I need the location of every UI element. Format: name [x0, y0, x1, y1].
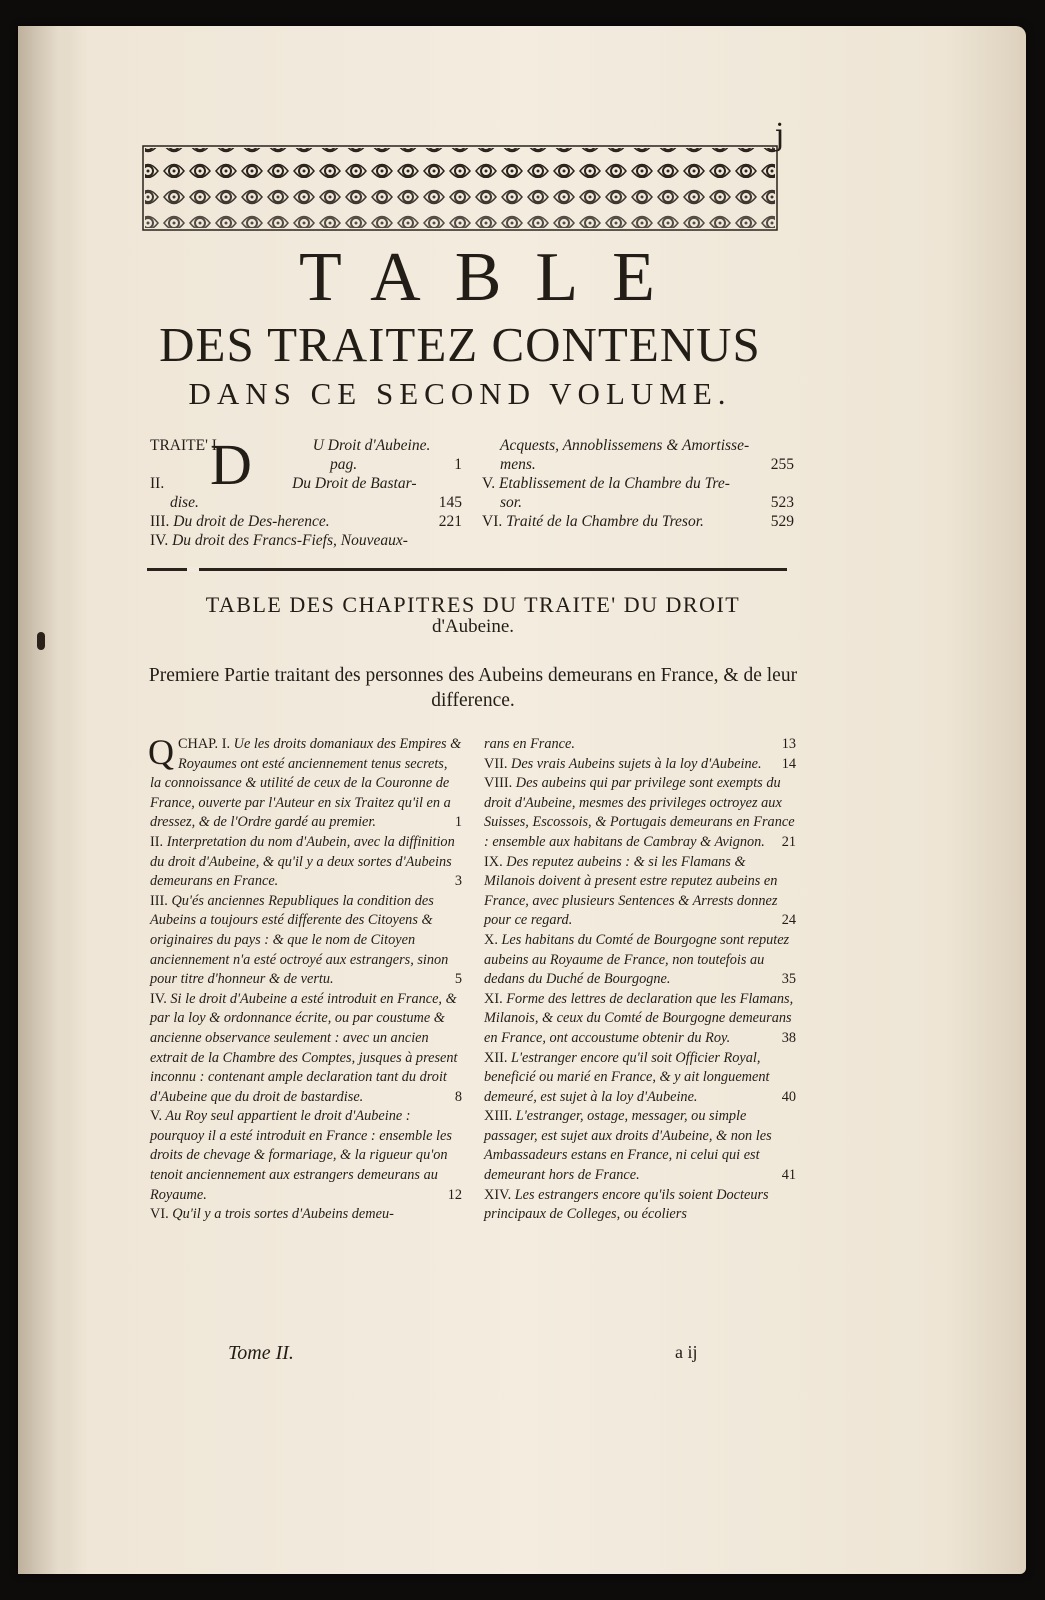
treatise-row: sor. 523 [500, 494, 794, 511]
chapter-entry: IV. Si le droit d'Aubeine a esté introduit en France, & par la loy & ordonnance écrite, ou par coustume & ancienne observance seulement : avec un ancien extrait de la Chambre des Comptes, jusques à present inconnu : contenant ample declaration tant du droit d'Aubeine que du droit de bastardise. 8 [150, 990, 462, 1105]
chapter-entry: XIII. L'estranger, ostage, messager, ou simple passager, est sujet aux droits d'Aubeine, & non les Ambassadeurs estans en France, ni celui qui est demeurant hors de France. 41 [484, 1108, 796, 1184]
chapters-title: TABLE DES CHAPITRES DU TRAITE' DU DROIT [205, 592, 741, 617]
treatise-row: V. Etablissement de la Chambre du Tre- [482, 475, 730, 492]
page-gutter [18, 26, 76, 1574]
signature-mark: j [775, 118, 785, 153]
treatise-row: mens. 255 [500, 456, 794, 473]
treatise-row: pag. 1 [330, 456, 462, 473]
chapter-entry: VIII. Des aubeins qui par privilege sont exempts du droit d'Aubeine, mesmes des privileges octroyez aux Suisses, Escossois, & Portugais demeurans en France : ensemble aux habitans de Cambray & Avignon. 21 [484, 775, 796, 850]
chapter-entry: VII. Des vrais Aubeins sujets à la loy d'Aubeine. 14 [484, 755, 796, 772]
chapter-entry: XIV. Les estrangers encore qu'ils soient Docteurs principaux de Colleges, ou écoliers [484, 1186, 769, 1223]
signature-footer: a ij [675, 1342, 698, 1362]
chapter-entry: IX. Des reputez aubeins : & si les Flamans & Milanois doivent à present estre reputez aubeins en France, avec plusieurs Sentences & Arrests donnez pour ce regard. 24 [484, 853, 796, 929]
treatise-row: Acquests, Annoblissemens & Amortisse- [500, 437, 750, 454]
chapter-entry: XII. L'estranger encore qu'il soit Officier Royal, beneficié ou marié en France, & y ait longuement demeuré, est sujet à la loy d'Aubeine. 40 [484, 1049, 796, 1105]
chapter-list-left [148, 732, 462, 1225]
chapter-entry: VI. Qu'il y a trois sortes d'Aubeins demeu- [150, 1206, 394, 1223]
main-title: TABLE [299, 239, 689, 316]
part-title: Premiere Partie traitant des personnes des Aubeins demeurans en France, & de leur difference. [148, 665, 798, 711]
chapters-title-line2: d'Aubeine. [431, 616, 515, 637]
chapter-entry: CHAP. I. Q Ue les droits domaniaux des Empires & Royaumes ont esté anciennement tenus secrets, la connoissance & utilité de ceux de la Couronne de France, ouverte par l'Auteur en six Traitez qu'il en a dressez, & de l'Ordre gardé au premier. 1 [148, 732, 462, 831]
treatise-list-left [150, 432, 462, 550]
treatise-row: II. Du Droit de Bastar- [150, 475, 417, 492]
chapter-list-right [484, 735, 796, 1225]
drop-cap-q: Q [148, 732, 174, 772]
chapter-entry: X. Les habitans du Comté de Bourgogne sont reputez aubeins au Royaume de France, non toutefois au dedans du Duché de Bourgogne. 35 [484, 931, 796, 988]
chapter-entry: V. Au Roy seul appartient le droit d'Aubeine : pourquoy il a esté introduit en France : ensemble les droits de chevage & formariage, & la rigueur qu'on tenoit anciennement aux estrangers demeurans au Royaume. 12 [150, 1108, 462, 1203]
chapter-entry: III. Qu'és anciennes Republiques la condition des Aubeins a toujours esté differente des Citoyens & originaires du pays : & que le nom de Citoyen anciennement n'a esté octroyé aux estrangers, sinon pour titre d'honneur & de vertu. 5 [150, 892, 462, 988]
treatise-row: VI. Traité de la Chambre du Tresor. 529 [482, 513, 794, 530]
drop-cap: D [210, 432, 252, 497]
subtitle-volume: DANS CE SECOND VOLUME. [188, 376, 732, 411]
chapter-entry: II. Interpretation du nom d'Aubein, avec la diffinition du droit d'Aubeine, & qu'il y a deux sortes d'Aubeins demeurans en France. 3 [150, 833, 462, 890]
chapter-entry: XI. Forme des lettres de declaration que les Flamans, Milanois, & ceux du Comté de Bourgogne demeurans en France, ont accoustume obtenir du Roy. 38 [484, 990, 796, 1046]
ink-stain [37, 632, 45, 650]
treatise-row: TRAITE' I. U Droit d'Aubeine. [150, 437, 431, 454]
subtitle: DES TRAITEZ CONTENUS [159, 317, 761, 372]
treatise-list-right [482, 436, 794, 531]
chapter-entry: rans en France. 13 [484, 736, 796, 752]
treatise-row: IV. Du droit des Francs-Fiefs, Nouveaux- [150, 532, 408, 549]
treatise-row: III. Du droit de Des-herence. 221 [150, 513, 462, 530]
divider-rule [147, 568, 787, 571]
ornamental-headpiece [135, 132, 785, 242]
treatise-row: dise. 145 [170, 494, 462, 511]
volume-footer: Tome II. [228, 1342, 294, 1364]
